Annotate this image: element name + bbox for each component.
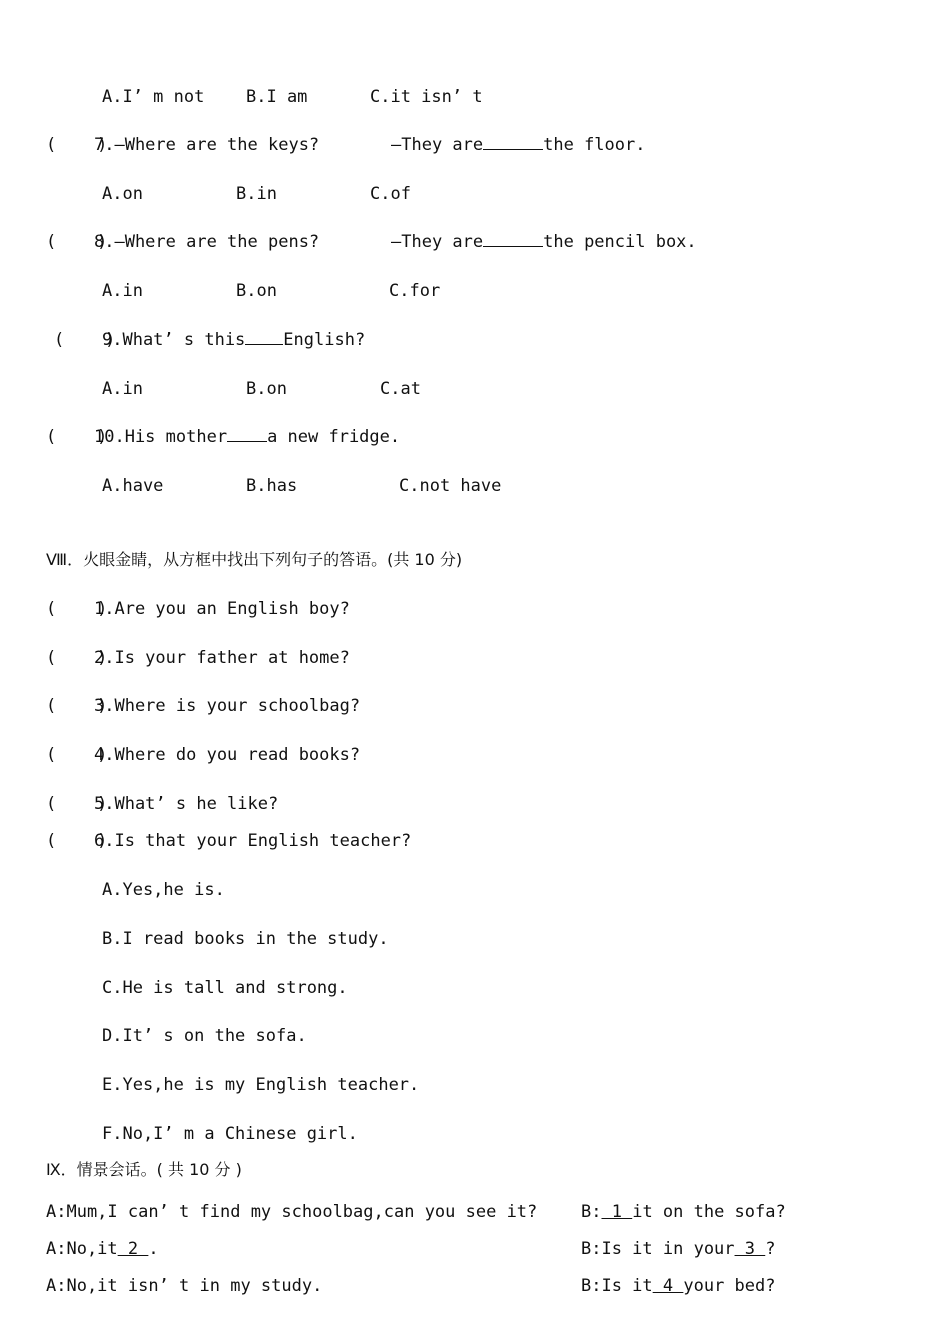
dialog-blank-3[interactable]: 3 <box>734 1239 766 1259</box>
dialog-b2 <box>581 1238 776 1260</box>
q8-answer <box>391 231 697 253</box>
q9-blank[interactable] <box>245 329 283 345</box>
p8-q3: 3.Where is your schoolbag? <box>94 696 361 716</box>
q10-blank[interactable] <box>227 426 267 442</box>
dialog-b2-pre: B:Is it in your <box>581 1239 735 1259</box>
p8-answer-e: E.Yes,he is my English teacher. <box>102 1075 420 1095</box>
q7-option-c: C.of <box>370 184 411 204</box>
p8-q4: 4.Where do you read books? <box>94 745 361 765</box>
p8-q5-paren: ( ) <box>46 794 108 814</box>
q8-paren: ( ) <box>46 232 108 252</box>
p8-q3-paren: ( ) <box>46 696 108 716</box>
dialog-blank-4[interactable]: 4 <box>652 1276 684 1296</box>
q8-option-a: A.in <box>102 281 143 301</box>
dialog-b1 <box>581 1201 786 1223</box>
dialog-b3-post: your bed? <box>683 1276 776 1296</box>
q10-pre: 10.His mother <box>94 427 228 447</box>
q7-answer-pre: —They are <box>391 135 484 155</box>
q9-option-a: A.in <box>102 379 143 399</box>
q10-question <box>94 426 400 448</box>
q7-answer-post: the floor. <box>543 135 646 155</box>
dialog-b3 <box>581 1275 776 1297</box>
p8-q6-paren: ( ) <box>46 831 108 851</box>
q9-option-b: B.on <box>246 379 287 399</box>
part9-heading: Ⅸ．情景会话。( 共 10 分 ) <box>46 1160 242 1179</box>
dialog-a2-post: . <box>148 1239 159 1259</box>
dialog-a2 <box>46 1238 159 1260</box>
dialog-blank-1[interactable]: 1 <box>601 1202 633 1222</box>
q10-post: a new fridge. <box>267 427 401 447</box>
p8-q6: 6.Is that your English teacher? <box>94 831 412 851</box>
p8-q4-paren: ( ) <box>46 745 108 765</box>
q7-question: 7.—Where are the keys? <box>94 135 320 155</box>
p8-answer-b: B.I read books in the study. <box>102 929 389 949</box>
p8-answer-c: C.He is tall and strong. <box>102 978 348 998</box>
q7-answer <box>391 134 645 156</box>
p8-q5: 5.What’ s he like? <box>94 794 279 814</box>
q8-answer-post: the pencil box. <box>543 232 697 252</box>
q6-option-b: B.I am <box>246 87 308 107</box>
p8-q1: 1.Are you an English boy? <box>94 599 350 619</box>
q9-pre: 9.What’ s this <box>102 330 246 350</box>
q9-post: English? <box>283 330 366 350</box>
q9-question <box>102 329 365 351</box>
q6-option-a: A.I’ m not <box>102 87 205 107</box>
q10-option-c: C.not have <box>399 476 502 496</box>
q8-option-c: C.for <box>389 281 441 301</box>
dialog-a3: A:No,it isn’ t in my study. <box>46 1276 323 1296</box>
p8-answer-a: A.Yes,he is. <box>102 880 225 900</box>
q7-blank[interactable] <box>483 134 543 150</box>
q7-option-b: B.in <box>236 184 277 204</box>
dialog-b3-pre: B:Is it <box>581 1276 653 1296</box>
q10-paren: ( ) <box>46 427 108 447</box>
q7-paren: ( ) <box>46 135 108 155</box>
part8-heading: Ⅷ．火眼金睛，从方框中找出下列句子的答语。(共 10 分) <box>46 550 463 569</box>
dialog-a1: A:Mum,I can’ t find my schoolbag,can you see it? <box>46 1202 538 1222</box>
dialog-a2-pre: A:No,it <box>46 1239 118 1259</box>
q8-option-b: B.on <box>236 281 277 301</box>
dialog-blank-2[interactable]: 2 <box>117 1239 149 1259</box>
q8-question: 8.—Where are the pens? <box>94 232 320 252</box>
q10-option-a: A.have <box>102 476 164 496</box>
dialog-b2-post: ? <box>765 1239 776 1259</box>
q7-option-a: A.on <box>102 184 143 204</box>
p8-answer-f: F.No,I’ m a Chinese girl. <box>102 1124 358 1144</box>
q9-paren: ( ) <box>54 330 116 350</box>
q9-option-c: C.at <box>380 379 421 399</box>
q8-blank[interactable] <box>483 231 543 247</box>
p8-answer-d: D.It’ s on the sofa. <box>102 1026 307 1046</box>
p8-q2: 2.Is your father at home? <box>94 648 350 668</box>
q6-option-c: C.it isn’ t <box>370 87 483 107</box>
q10-option-b: B.has <box>246 476 298 496</box>
dialog-b1-post: it on the sofa? <box>632 1202 786 1222</box>
p8-q2-paren: ( ) <box>46 648 108 668</box>
p8-q1-paren: ( ) <box>46 599 108 619</box>
q8-answer-pre: —They are <box>391 232 484 252</box>
dialog-b1-pre: B: <box>581 1202 602 1222</box>
